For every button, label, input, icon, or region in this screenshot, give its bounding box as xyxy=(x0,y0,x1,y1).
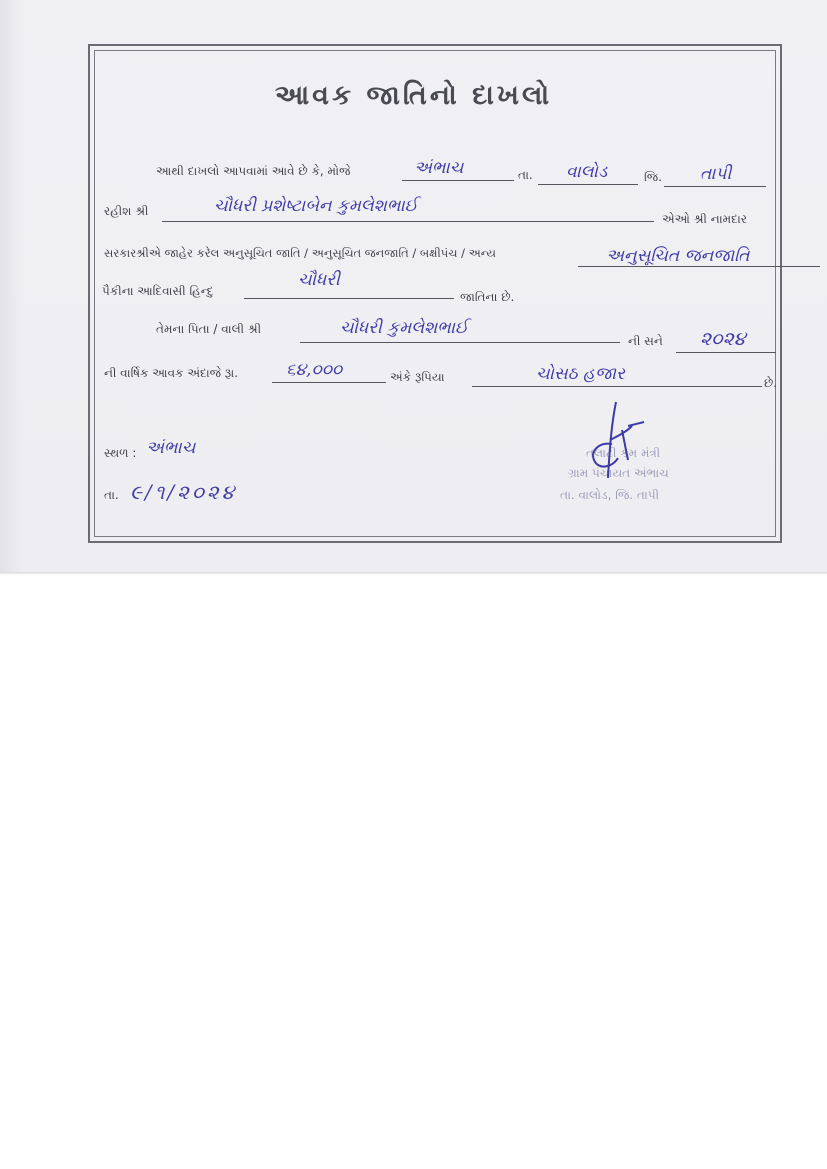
name-value: ચૌધરી પ્રશેષ્ટાબેન કુમલેશભાઈ xyxy=(214,196,418,216)
line3-prefix: સરકારશ્રીએ જાહેર કરેલ અનુસૂચિત જાતિ / અનુસૂચિત જનજાતિ / બક્ષીપંચ / અન્ય xyxy=(104,246,496,260)
line2-suffix: એઓ શ્રી નામદાર xyxy=(662,212,747,226)
place-value: અંભાચ xyxy=(146,438,196,458)
taluka-value: વાલોડ xyxy=(566,162,608,182)
line6-mid: અંકે રૂપિયા xyxy=(390,370,445,384)
line2-prefix: રહીશ શ્રી xyxy=(104,204,149,218)
line6-prefix: ની વાર્ષિક આવક અંદાજે રૂા. xyxy=(104,366,238,380)
line5-prefix: તેમના પિતા / વાલી શ્રી xyxy=(156,322,262,336)
certificate-title: આવક જાતિનો દાખલો xyxy=(274,80,553,111)
ji-label: જિ. xyxy=(644,170,662,184)
category-line xyxy=(578,266,820,267)
scan-edge xyxy=(0,572,827,575)
date-value: ૯/૧/૨૦૨૪ xyxy=(130,480,238,504)
line4-suffix: જાતિના છે. xyxy=(460,290,515,304)
line6-suffix: છે. xyxy=(764,376,778,390)
father-line xyxy=(300,342,620,343)
ta-label: તા. xyxy=(518,168,533,182)
stamp-line-1: તલાટી કમ મંત્રી xyxy=(586,446,661,460)
caste-line xyxy=(244,298,454,299)
place-label: સ્થળ : xyxy=(104,446,137,460)
category-value: અનુસૂચિત જનજાતિ xyxy=(606,246,750,266)
line1-prefix: આથી દાખલો આપવામાં આવે છે કે, મોજે xyxy=(156,164,351,178)
father-value: ચૌધરી કુમલેશભાઈ xyxy=(340,318,469,338)
district-value: તાપી xyxy=(700,164,732,184)
year-value: ૨૦૨૪ xyxy=(700,328,746,350)
date-label: તા. xyxy=(104,488,119,502)
district-line xyxy=(664,186,766,187)
line4-prefix: પૈકીના આદિવાસી હિન્દુ xyxy=(102,284,214,298)
village-line xyxy=(402,180,514,181)
signature-mark xyxy=(582,396,652,486)
name-line xyxy=(162,221,654,222)
amount-words-value: ચોસઠ હજાર xyxy=(536,364,625,384)
amount-line xyxy=(272,382,386,383)
line5-mid: ની સને xyxy=(628,334,663,348)
caste-value: ચૌધરી xyxy=(298,270,340,290)
amount-words-line xyxy=(472,386,762,387)
year-line xyxy=(676,352,776,353)
village-value: અંભાચ xyxy=(414,158,464,178)
stamp-line-3: તા. વાલોડ, જિ. તાપી xyxy=(560,488,660,502)
amount-value: ૬૪,૦૦૦ xyxy=(286,360,343,380)
stamp-line-2: ગ્રામ પંચાયત અંભાચ xyxy=(568,466,669,480)
taluka-line xyxy=(538,184,638,185)
